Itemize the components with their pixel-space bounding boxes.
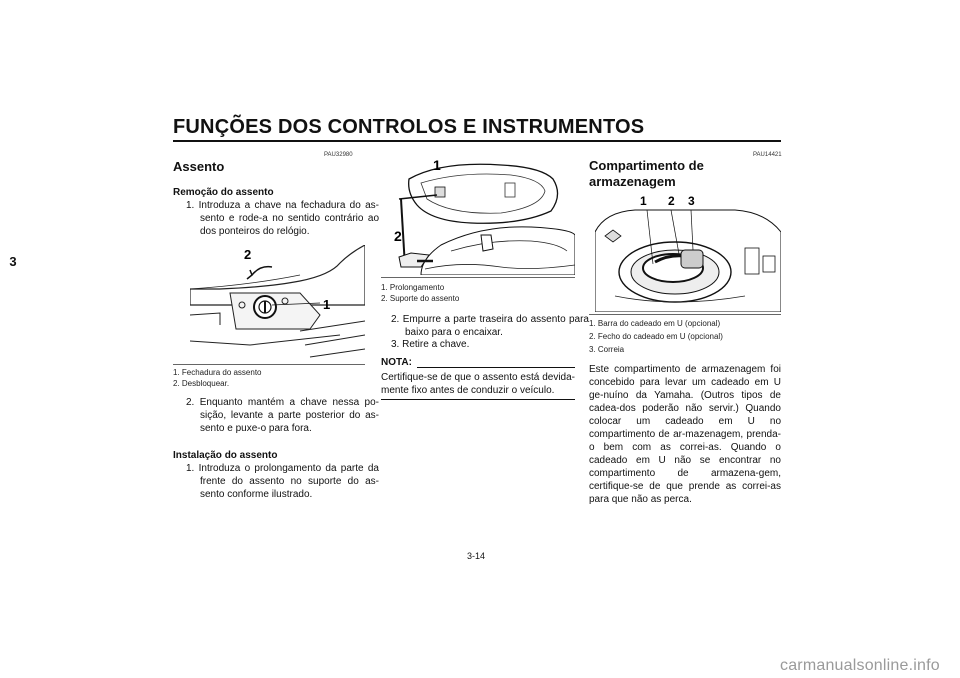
- fig1-label-2: 2: [244, 247, 252, 262]
- caption-rule: [589, 314, 781, 315]
- install-step-1: 1. Introduza o prolongamento da parte da frente do assento no suporte do as-sento conforme ilustrado.: [186, 463, 379, 500]
- fig3-label-3: 3: [688, 194, 695, 208]
- fig1-label-1: 1: [323, 297, 331, 312]
- title-rule: [173, 140, 781, 142]
- fig3-caption-2: 2. Fecho do cadeado em U (opcional): [589, 332, 723, 341]
- removal-step-2: 2. Enquanto mantém a chave nessa po-sição, levante a parte posterior do as-sento e puxe-o para fora.: [186, 397, 379, 434]
- chapter-tab: 3: [9, 254, 17, 269]
- caption-rule: [381, 277, 575, 278]
- fig2-label-1: 1: [433, 157, 441, 173]
- fig3-label-2: 2: [668, 194, 675, 208]
- removal-step-1: 1. Introduza a chave na fechadura do as-sento e rode-a no sentido contrário ao dos ponteiros do relógio.: [186, 200, 379, 237]
- fig2-caption-1: 1. Prolongamento: [381, 283, 445, 292]
- section-heading-assento: Assento: [173, 159, 225, 174]
- section-code: PAU14421: [753, 152, 782, 158]
- step-2: 2. Empurre a parte traseira do assento para baixo para o encaixar.: [391, 314, 589, 338]
- watermark: carmanualsonline.info: [780, 657, 940, 674]
- fig2-label-2: 2: [394, 228, 402, 244]
- compartment-paragraph: Este compartimento de armazenagem foi concebido para levar um cadeado em U ge-nuíno da Yamaha. (Outros tipos de cadea-dos poderão não servir.) Quando colocar um cadeado em U no compartimento de ar-mazenagem, prenda-o bem com as correi-as. Quando o cadeado em U não se encontrar no compartimento de armazena-gem, certifique-se de que prende as correi-as para que não as perca.: [589, 364, 781, 505]
- nota-rule-top: [417, 367, 575, 368]
- seat-lock-figure: [190, 245, 365, 363]
- seat-extension-figure: [381, 155, 575, 275]
- fig1-caption-2: 2. Desbloquear.: [173, 379, 230, 388]
- fig3-caption-1: 1. Barra do cadeado em U (opcional): [589, 319, 721, 328]
- subheading-removal: Remoção do assento: [173, 187, 274, 198]
- section-heading-compartment: Compartimento de: [589, 158, 704, 173]
- subheading-installation: Instalação do assento: [173, 450, 278, 461]
- page-number: 3-14: [467, 551, 486, 561]
- storage-compartment-figure: [595, 192, 781, 312]
- nota-text: Certifique-se de que o assento está devida-mente fixo antes de conduzir o veículo.: [381, 372, 575, 396]
- nota-rule-bottom: [381, 399, 575, 400]
- nota-label: NOTA:: [381, 357, 412, 368]
- page-title: FUNÇÕES DOS CONTROLOS E INSTRUMENTOS: [173, 116, 645, 138]
- fig2-caption-2: 2. Suporte do assento: [381, 294, 460, 303]
- caption-rule: [173, 364, 365, 365]
- fig1-caption-1: 1. Fechadura do assento: [173, 368, 262, 377]
- section-heading-compartment-2: armazenagem: [589, 174, 676, 189]
- step-3: 3. Retire a chave.: [391, 339, 470, 350]
- fig3-label-1: 1: [640, 194, 647, 208]
- fig3-caption-3: 3. Correia: [589, 345, 625, 354]
- section-code: PAU32980: [324, 152, 353, 158]
